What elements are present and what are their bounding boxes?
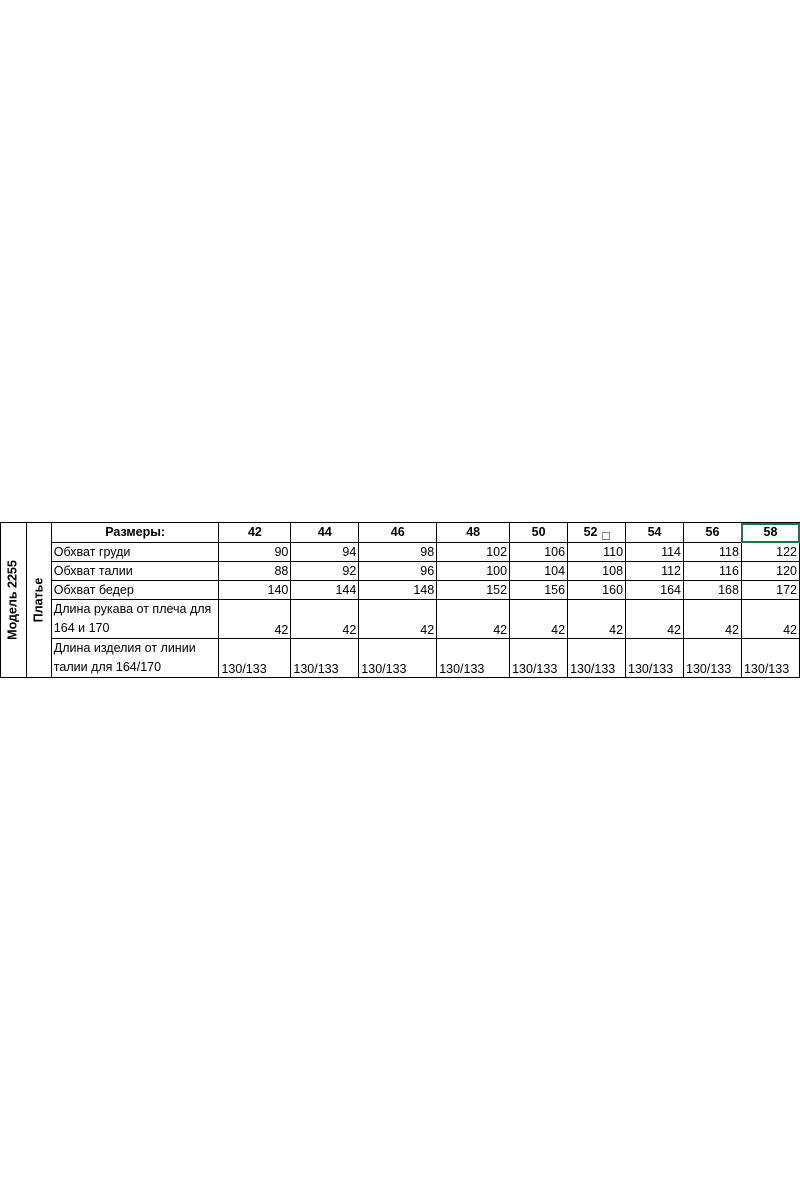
table-cell: 130/133 (510, 639, 568, 678)
row-label: Обхват талии (51, 562, 219, 581)
table-cell: 42 (741, 600, 799, 639)
table-cell: 94 (291, 543, 359, 562)
table-cell: 100 (437, 562, 510, 581)
table-cell: 172 (741, 581, 799, 600)
model-cell (1, 523, 27, 678)
table-cell: 118 (684, 543, 742, 562)
table-cell: 130/133 (359, 639, 437, 678)
size-chart-sheet (0, 522, 800, 678)
size-header: 50 (510, 523, 568, 543)
table-cell: 42 (626, 600, 684, 639)
row-label: Обхват бедер (51, 581, 219, 600)
size-header (568, 523, 626, 543)
product-cell (26, 523, 51, 678)
table-cell: 144 (291, 581, 359, 600)
size-header: 44 (291, 523, 359, 543)
size-header: 46 (359, 523, 437, 543)
table-cell: 112 (626, 562, 684, 581)
table-cell: 42 (291, 600, 359, 639)
table-cell: 130/133 (437, 639, 510, 678)
row-label: Длина изделия от линии талии для 164/170 (51, 639, 219, 678)
table-cell: 130/133 (291, 639, 359, 678)
table-row (1, 562, 800, 581)
size-header: 42 (219, 523, 291, 543)
table-row (1, 639, 800, 678)
table-row (1, 600, 800, 639)
header-row (1, 523, 800, 543)
table-cell: 42 (510, 600, 568, 639)
table-cell: 130/133 (219, 639, 291, 678)
table-cell: 42 (219, 600, 291, 639)
table-cell: 88 (219, 562, 291, 581)
table-cell: 140 (219, 581, 291, 600)
table-cell: 160 (568, 581, 626, 600)
table-cell: 102 (437, 543, 510, 562)
table-cell: 168 (684, 581, 742, 600)
table-cell: 164 (626, 581, 684, 600)
table-cell: 98 (359, 543, 437, 562)
table-row (1, 543, 800, 562)
table-cell: 92 (291, 562, 359, 581)
row-label: Длина рукава от плеча для 164 и 170 (51, 600, 219, 639)
table-cell: 96 (359, 562, 437, 581)
table-cell: 116 (684, 562, 742, 581)
table-cell: 42 (684, 600, 742, 639)
row-label: Обхват груди (51, 543, 219, 562)
product-label: Платье (31, 577, 46, 623)
size-header-value: 52 (583, 525, 598, 539)
table-cell: 148 (359, 581, 437, 600)
size-header-selected-cell[interactable]: 58 (741, 523, 799, 543)
size-header: 54 (626, 523, 684, 543)
table-cell: 108 (568, 562, 626, 581)
table-cell: 130/133 (626, 639, 684, 678)
table-cell: 42 (437, 600, 510, 639)
table-cell: 90 (219, 543, 291, 562)
model-label: Модель 2255 (5, 560, 20, 640)
table-cell: 122 (741, 543, 799, 562)
table-cell: 42 (568, 600, 626, 639)
table-cell: 42 (359, 600, 437, 639)
size-header: 56 (684, 523, 742, 543)
table-cell: 110 (568, 543, 626, 562)
table-cell: 120 (741, 562, 799, 581)
table-cell: 156 (510, 581, 568, 600)
size-header: 48 (437, 523, 510, 543)
table-row (1, 581, 800, 600)
table-cell: 152 (437, 581, 510, 600)
table-cell: 130/133 (684, 639, 742, 678)
table-cell: 130/133 (568, 639, 626, 678)
table-cell: 114 (626, 543, 684, 562)
autofill-options-icon[interactable] (602, 532, 610, 540)
table-cell: 106 (510, 543, 568, 562)
sizes-header-label: Размеры: (51, 523, 219, 543)
table-cell: 130/133 (741, 639, 799, 678)
size-table (0, 522, 800, 678)
table-cell: 104 (510, 562, 568, 581)
